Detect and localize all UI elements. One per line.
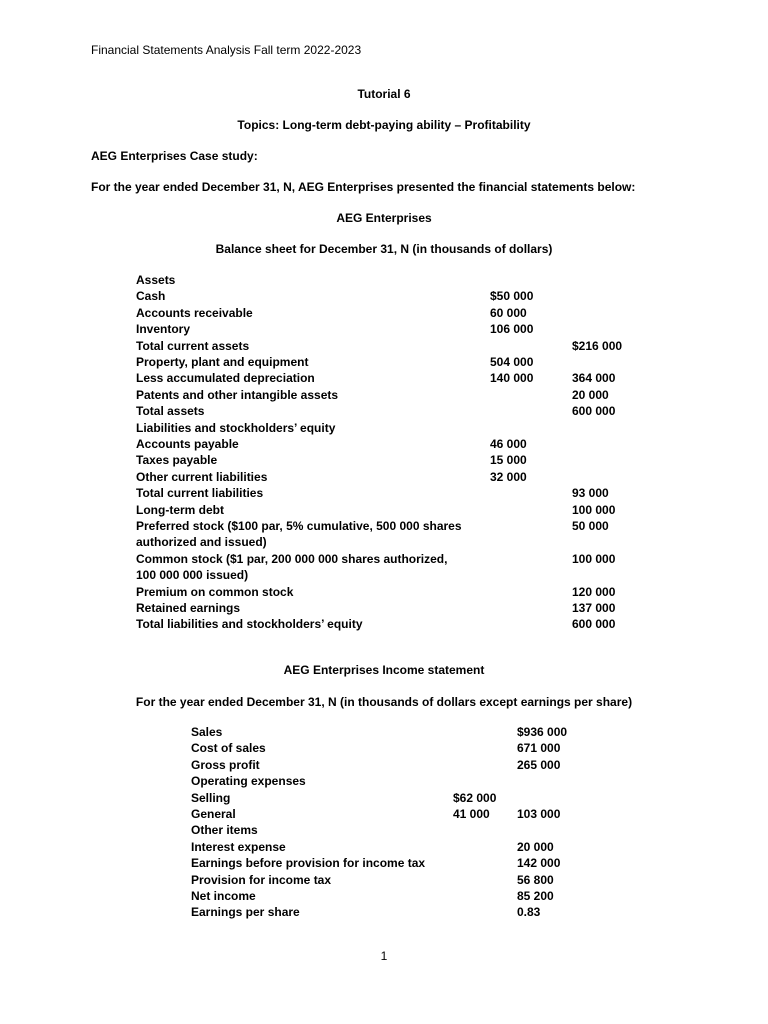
income-statement-row	[0, 904, 768, 920]
income-statement-row	[0, 790, 768, 806]
balance-sheet-label: Accounts receivable	[136, 305, 253, 320]
income-statement-label: Cost of sales	[191, 741, 266, 756]
balance-sheet-label: Cash	[136, 289, 166, 304]
balance-sheet-value-col2: 120 000	[572, 584, 616, 599]
income-statement-label: Provision for income tax	[191, 872, 332, 887]
balance-sheet-row	[0, 452, 768, 468]
income-statement-value-col2: 142 000	[517, 856, 561, 871]
income-statement-title: AEG Enterprises Income statement	[283, 663, 485, 677]
balance-sheet-row	[0, 485, 768, 501]
income-statement-value-col2: 265 000	[517, 757, 561, 772]
income-statement-label: Operating expenses	[191, 774, 306, 789]
balance-sheet-value-col2: 137 000	[572, 601, 616, 615]
balance-sheet-row	[0, 600, 768, 616]
balance-sheet-label: Liabilities and stockholders’ equity	[136, 420, 336, 435]
balance-sheet-row	[0, 551, 768, 567]
balance-sheet-label: Less accumulated depreciation	[136, 371, 315, 386]
income-statement-value-col2: 0.83	[517, 905, 541, 920]
balance-sheet-value-col2: 100 000	[572, 502, 616, 517]
balance-sheet-row	[0, 469, 768, 485]
balance-sheet-row	[0, 502, 768, 518]
balance-sheet-row	[0, 584, 768, 600]
income-statement-label: Sales	[191, 725, 223, 739]
balance-sheet-value-col2: 100 000	[572, 551, 616, 566]
balance-sheet-label: Premium on common stock	[136, 584, 294, 599]
balance-sheet-value-col1: 46 000	[490, 437, 527, 451]
balance-sheet-label: Total liabilities and stockholders’ equity	[136, 617, 363, 632]
balance-sheet-label: Common stock ($1 par, 200 000 000 shares authorized,	[136, 551, 448, 566]
balance-sheet-value-col1: 504 000	[490, 355, 534, 369]
balance-sheet-value-col2: 600 000	[572, 404, 616, 419]
balance-sheet-label: Other current liabilities	[136, 469, 268, 484]
balance-sheet-value-col1: 60 000	[490, 305, 527, 320]
balance-sheet-row	[0, 288, 768, 304]
balance-sheet-row	[0, 518, 768, 534]
income-statement-subtitle: For the year ended December 31, N (in thousands of dollars except earnings per share)	[135, 695, 633, 709]
balance-sheet-label: Total assets	[136, 404, 205, 419]
income-statement-label: General	[191, 807, 236, 821]
income-statement-row	[0, 839, 768, 855]
balance-sheet-value-col1: 32 000	[490, 469, 527, 484]
balance-sheet-value-col1: 140 000	[490, 371, 534, 386]
income-statement-row	[0, 822, 768, 838]
income-statement-value-col1: $62 000	[453, 790, 497, 805]
balance-sheet-row	[0, 321, 768, 337]
balance-sheet-label: 100 000 000 issued)	[136, 568, 249, 583]
balance-sheet-label: Inventory	[136, 322, 191, 337]
income-statement-row	[0, 757, 768, 773]
balance-sheet-label: Retained earnings	[136, 601, 241, 615]
balance-sheet-row	[0, 354, 768, 370]
balance-sheet-value-col2: 364 000	[572, 371, 616, 386]
tutorial-title: Tutorial 6	[357, 87, 411, 101]
topics-line: Topics: Long-term debt-paying ability – Profitability	[237, 118, 531, 132]
income-statement-label: Selling	[191, 790, 231, 805]
balance-sheet-label: Total current assets	[136, 338, 250, 353]
income-statement-value-col2: 85 200	[517, 889, 554, 903]
balance-sheet-label: Patents and other intangible assets	[136, 387, 339, 402]
balance-sheet-row	[0, 403, 768, 419]
income-statement-row	[0, 855, 768, 871]
income-statement-row	[0, 724, 768, 740]
balance-sheet-label: Long-term debt	[136, 502, 224, 517]
income-statement-row	[0, 773, 768, 789]
income-statement-label: Earnings per share	[191, 905, 300, 920]
balance-sheet-row	[0, 272, 768, 288]
balance-sheet-value-col1: 106 000	[490, 322, 534, 337]
balance-sheet-label: Assets	[136, 273, 176, 287]
balance-sheet-row	[0, 436, 768, 452]
intro-text: For the year ended December 31, N, AEG Enterprises presented the financial statements below:	[91, 180, 636, 194]
balance-sheet-value-col2: 93 000	[572, 486, 609, 501]
balance-sheet-label: Property, plant and equipment	[136, 355, 309, 369]
income-statement-label: Other items	[191, 823, 258, 838]
income-statement-value-col2: 20 000	[517, 839, 554, 854]
balance-sheet-label: Taxes payable	[136, 453, 218, 468]
balance-sheet-label: Preferred stock ($100 par, 5% cumulative, 500 000 shares	[136, 519, 462, 533]
balance-sheet-row	[0, 534, 768, 550]
income-statement-label: Net income	[191, 889, 256, 903]
balance-sheet-row	[0, 387, 768, 403]
company-name: AEG Enterprises	[336, 211, 432, 225]
income-statement-value-col2: 103 000	[517, 807, 561, 821]
income-statement-row	[0, 872, 768, 888]
case-heading: AEG Enterprises Case study:	[91, 149, 258, 163]
balance-sheet-row	[0, 338, 768, 354]
page-number: 1	[380, 949, 388, 963]
income-statement-row	[0, 806, 768, 822]
income-statement-label: Interest expense	[191, 839, 286, 854]
income-statement-value-col2: 56 800	[517, 872, 554, 887]
income-statement-row	[0, 740, 768, 756]
balance-sheet-label: Total current liabilities	[136, 486, 264, 501]
income-statement-label: Earnings before provision for income tax	[191, 856, 426, 871]
balance-sheet-row	[0, 616, 768, 632]
balance-sheet-row	[0, 420, 768, 436]
balance-sheet-row	[0, 567, 768, 583]
income-statement-label: Gross profit	[191, 757, 260, 772]
balance-sheet-row	[0, 305, 768, 321]
balance-sheet-label: Accounts payable	[136, 437, 239, 451]
income-statement-value-col2: 671 000	[517, 741, 561, 756]
balance-sheet-value-col1: $50 000	[490, 289, 534, 304]
balance-sheet-value-col2: 20 000	[572, 387, 609, 402]
income-statement-value-col1: 41 000	[453, 807, 490, 821]
balance-sheet-value-col2: 600 000	[572, 617, 616, 632]
balance-sheet-value-col2: $216 000	[572, 338, 623, 353]
balance-sheet-value-col2: 50 000	[572, 519, 609, 533]
balance-sheet-value-col1: 15 000	[490, 453, 527, 468]
balance-sheet-label: authorized and issued)	[136, 535, 267, 550]
income-statement-row	[0, 888, 768, 904]
document-header: Financial Statements Analysis Fall term 2022-2023	[91, 43, 362, 57]
balance-sheet-row	[0, 370, 768, 386]
income-statement-value-col2: $936 000	[517, 725, 568, 739]
balance-sheet-title: Balance sheet for December 31, N (in thousands of dollars)	[215, 242, 553, 256]
